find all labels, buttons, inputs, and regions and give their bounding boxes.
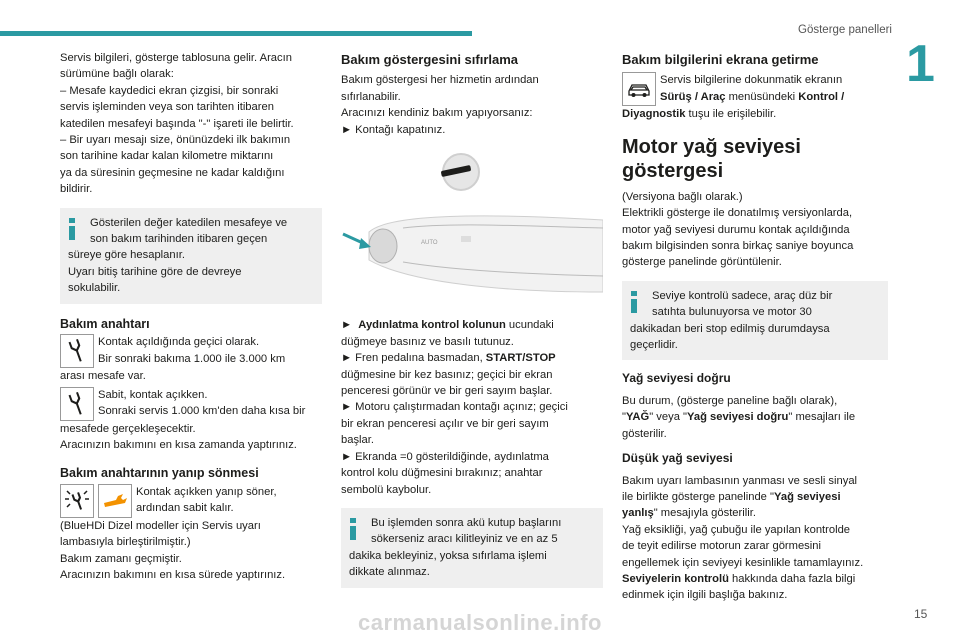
text-line: son tarihine kadar kalan kilometre miktarını (60, 150, 274, 163)
text-line: edinmek için ilgili başlığa bakınız. (622, 589, 788, 602)
running-head: Gösterge panelleri (798, 24, 892, 36)
watermark: carmanualsonline.info (358, 610, 602, 635)
text-line: kontrol kolu düğmesini bırakınız; anahtar (341, 467, 543, 480)
info-note (341, 508, 603, 588)
text-line: Bakım zamanı geçmiştir. (60, 552, 182, 565)
text-line: arası mesafe var. (60, 370, 146, 383)
text-line: sembolü kaybolur. (341, 483, 432, 496)
text-line: ardından sabit kalır. (136, 502, 234, 515)
page-title: Motor yağ seviyesi göstergesi (622, 135, 801, 182)
chapter-number: 1 (906, 35, 935, 93)
text-line: geçerlidir. (630, 339, 678, 352)
column-3 (622, 50, 888, 604)
text-line: Seviye kontrolü sadece, araç düz bir (652, 289, 833, 302)
step-1: ► Aydınlatma kontrol kolunun ucundaki (341, 319, 554, 332)
section-heading: Bakım göstergesini sıfırlama (341, 52, 519, 67)
text-line: Bu durum, (gösterge paneline bağlı olarak), (622, 394, 838, 407)
text-line: Aracınızın bakımını en kısa zamanda yaptırınız. (60, 438, 297, 451)
car-icon (622, 72, 656, 106)
text-line: penceresi görünür ve bir geri sayım başlar. (341, 385, 553, 398)
text-line: düğmeye basınız ve basılı tutunuz. (341, 335, 514, 348)
wrench-row (60, 387, 322, 421)
text-line: başlar. (341, 434, 374, 447)
section-heading: Bakım anahtarı (60, 316, 150, 331)
text-line: dikkate alınmaz. (349, 566, 430, 579)
info-icon (69, 218, 75, 240)
section-heading: Bakım bilgilerini ekrana getirme (622, 52, 819, 67)
info-note (622, 281, 888, 361)
text-line: Sabit, kontak açıkken. (98, 388, 208, 401)
text-line: bakım bilgisinden sonra birkaç saniye boyunca (622, 240, 854, 253)
text-line: Gösterilen değer katedilen mesafeye ve (90, 216, 288, 229)
wrench-row (60, 334, 322, 368)
text-line: Servis bilgilerine dokunmatik ekranın (660, 74, 843, 87)
text-line: bildirir. (60, 183, 93, 196)
text-line: Servis bilgileri, gösterge tablosuna gelir. Aracın (60, 52, 292, 64)
text-line: mesafede gerçekleşecektir. (60, 422, 196, 435)
text-line: ile birlikte gösterge panelinde "Yağ seviyesi (622, 490, 841, 503)
column-1 (60, 50, 322, 583)
text-line: Kontak açıkken yanıp söner, (136, 485, 277, 498)
text-line: sokulabilir. (68, 282, 121, 295)
text-line: Bir sonraki bakıma 1.000 ile 3.000 km (98, 352, 286, 365)
text-line: yanlış" mesajıyla gösterilir. (622, 507, 756, 520)
text-line: bir ekran penceresi açılır ve bir geri sayım (341, 417, 549, 430)
info-icon (631, 291, 637, 313)
text-line: Aracınızın bakımını en kısa sürede yaptırınız. (60, 568, 286, 581)
text-line: Seviyelerin kontrolü hakkında daha fazla bilgi (622, 572, 856, 585)
text-line: – Mesafe kaydedici ekran çizgisi, bir sonraki (60, 84, 279, 97)
text-line: sökerseniz aracı kilitleyiniz ve en az 5 (371, 533, 558, 546)
text-line: Aracınızı kendiniz bakım yapıyorsanız: (341, 107, 533, 120)
text-line: – Bir uyarı mesajı size, önünüzdeki ilk bakımın (60, 134, 291, 147)
text-line: sürümüne bağlı olarak: (60, 68, 174, 81)
text-line: Yağ eksikliği, yağ çubuğu ile yapılan kontrolde (622, 523, 851, 536)
step-2: ► Fren pedalına basmadan, START/STOP (341, 352, 556, 365)
ignition-key-icon (441, 154, 479, 190)
text-line: dakikadan beri stop edilmiş durumdaysa (630, 322, 830, 335)
text-line: Kontak açıldığında geçici olarak. (98, 336, 260, 349)
wrench-icon (60, 387, 94, 421)
wrench-icon (60, 334, 94, 368)
page-number: 15 (914, 607, 928, 621)
text-line: (Versiyona bağlı olarak.) (622, 190, 743, 203)
text-line: son bakım tarihinden itibaren geçen (90, 233, 268, 246)
text-line: Bu işlemden sonra akü kutup başlarını (371, 516, 562, 529)
info-note (60, 208, 322, 304)
lighting-stalk-illustration (341, 152, 603, 302)
text-line: ► Ekranda =0 gösterildiğinde, aydınlatma (341, 450, 549, 463)
car-row (622, 72, 888, 106)
blink-row (60, 484, 322, 518)
info-icon (350, 518, 356, 540)
text-line: Bakım uyarı lambasının yanması ve sesli sinyal (622, 474, 858, 487)
text-line: ► Motoru çalıştırmadan kontağı açınız; geçici (341, 401, 568, 414)
text-line: motor yağ seviyesi durumu kontak açıldığında (622, 223, 850, 236)
text-line: lambasıyla birleştirilmiştir.) (60, 536, 191, 549)
orange-wrench-icon (98, 484, 132, 518)
text-line: Uyarı bitiş tarihine göre de devreye (68, 265, 242, 278)
text-line: gösterge panelinde görüntülenir. (622, 256, 782, 269)
text-line: süreye göre hesaplanır. (68, 249, 185, 262)
text-line: Sonraki servis 1.000 km'den daha kısa bir (98, 404, 306, 417)
section-heading: Yağ seviyesi doğru (622, 371, 731, 386)
text-line: sıfırlanabilir. (341, 90, 401, 103)
text-line: ya da süresinin geçmesine ne kadar kaldığını (60, 166, 285, 179)
text-line: Diyagnostik tuşu ile erişilebilir. (622, 108, 777, 121)
text-line: düğmesine bir kez basınız; geçici bir ekran (341, 368, 553, 381)
text-line: Bakım göstergesi her hizmetin ardından (341, 74, 539, 87)
text-line: dakika bekleyiniz, yoksa sıfırlama işlemi (349, 549, 547, 562)
text-line: de teyit edilirse motorun zarar görmesini (622, 540, 821, 553)
text-line: katedilen mesafeyi başında "-" işareti ile belirtir. (60, 117, 294, 130)
stalk-label: AUTO (421, 240, 438, 247)
column-2 (341, 50, 603, 588)
section-heading: Düşük yağ seviyesi (622, 451, 733, 466)
text-line: Sürüş / Araç menüsündeki Kontrol / (660, 90, 845, 103)
text-line: Elektrikli gösterge ile donatılmış versiyonlarda, (622, 207, 853, 220)
text-line: (BlueHDi Dizel modeller için Servis uyarı (60, 519, 261, 532)
text-line: satıhta bulunuyorsa ve motor 30 (652, 306, 812, 319)
text-line: engellemek için seviyeyi kesinlikle tamamlayınız. (622, 556, 864, 569)
text-line: gösterilir. (622, 427, 667, 440)
text-line: "YAĞ" veya "Yağ seviyesi doğru" mesajları ile (622, 411, 856, 424)
text-line: servis işleminden veya son tarihten itibaren (60, 101, 274, 114)
header-accent-bar (0, 31, 472, 36)
text-line: ► Kontağı kapatınız. (341, 123, 446, 136)
blinking-wrench-icon (60, 484, 94, 518)
section-heading: Bakım anahtarının yanıp sönmesi (60, 466, 259, 481)
intro-text (60, 50, 322, 198)
